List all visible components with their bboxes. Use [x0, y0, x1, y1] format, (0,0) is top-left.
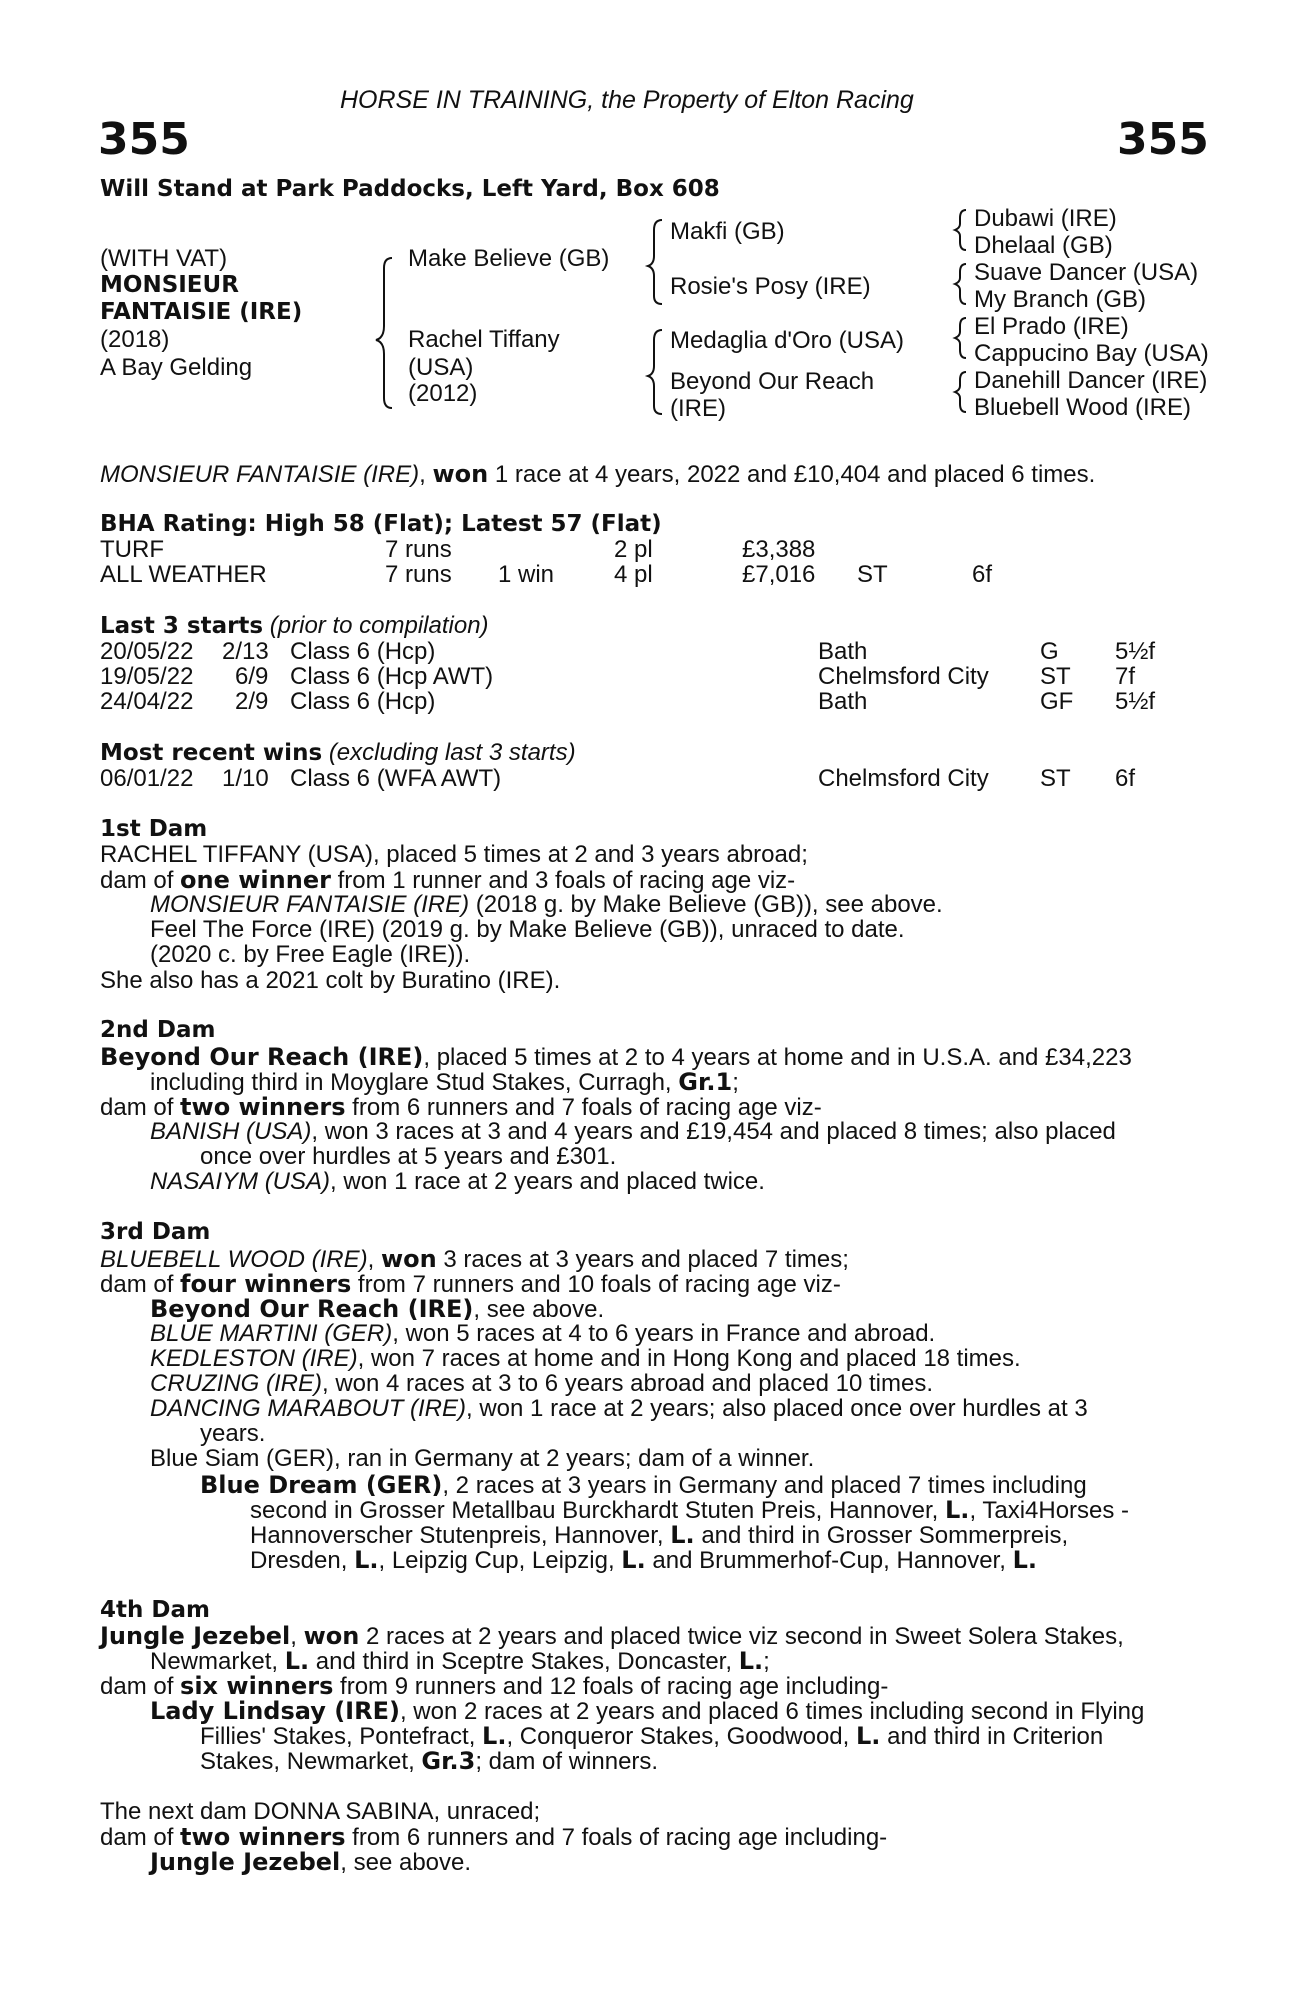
rating-wins: 1 win — [498, 561, 555, 588]
text-italic: DANCING MARABOUT (IRE) — [150, 1395, 467, 1422]
text-bold: Gr.3 — [421, 1747, 476, 1775]
text: and Brummerhof-Cup, Hannover, — [645, 1547, 1013, 1574]
text-bold: L. — [354, 1546, 379, 1574]
dam2-line — [150, 1070, 739, 1095]
text: , — [290, 1623, 304, 1650]
text: Newmarket, — [150, 1648, 285, 1675]
text-italic: MONSIEUR FANTAISIE (IRE) — [150, 891, 470, 918]
rating-money: £7,016 — [742, 561, 816, 588]
dam-name-line2: (USA) — [408, 354, 474, 381]
start-course: Bath — [818, 638, 868, 665]
grandparent-5: El Prado (IRE) — [974, 313, 1129, 340]
dam3-line — [200, 1473, 1087, 1498]
dam1-line — [100, 868, 795, 893]
text-bold: L. — [1012, 1546, 1037, 1574]
rating-runs: 7 runs — [385, 561, 452, 588]
text: , — [367, 1246, 381, 1273]
start-race: Class 6 (Hcp AWT) — [290, 663, 494, 690]
start-pos: 6/9 — [235, 663, 269, 690]
text-bold: Jungle Jezebel — [150, 1848, 341, 1876]
dam3-line — [250, 1523, 1068, 1548]
text-bold: won — [303, 1622, 360, 1650]
dam1-line: RACHEL TIFFANY (USA), placed 5 times at 2 and 3 years abroad; — [100, 841, 808, 868]
start-date: 20/05/22 — [100, 638, 194, 665]
text: second in Grosser Metallbau Burckhardt Stuten Preis, Hannover, — [250, 1497, 946, 1524]
dam4-line — [200, 1749, 658, 1774]
nextdam-line: The next dam DONNA SABINA, unraced; — [100, 1798, 541, 1825]
start-going: GF — [1040, 688, 1074, 715]
last3-title: Last 3 starts — [100, 613, 264, 639]
text: 2 races at 2 years and placed twice viz second in Sweet Solera Stakes, — [359, 1623, 1124, 1650]
rating-dist: 6f — [972, 561, 993, 588]
start-course: Bath — [818, 688, 868, 715]
text: , won 1 race at 2 years; also placed once over hurdles at 3 — [466, 1395, 1088, 1422]
start-pos: 2/9 — [235, 688, 269, 715]
stand-location: Will Stand at Park Paddocks, Left Yard, Box 608 — [100, 176, 720, 202]
text-bold: won — [380, 1245, 437, 1273]
text-italic: BANISH (USA) — [150, 1118, 312, 1145]
win-course: Chelmsford City — [818, 765, 989, 792]
dam3-line — [150, 1397, 1088, 1421]
dam4-heading: 4th Dam — [100, 1597, 210, 1623]
grandparent-8: Bluebell Wood (IRE) — [974, 394, 1191, 421]
horse-description: A Bay Gelding — [100, 354, 253, 381]
text: Hannoverscher Stutenpreis, Hannover, — [250, 1522, 671, 1549]
grandparent-4: My Branch (GB) — [974, 286, 1147, 313]
rating-money: £3,388 — [742, 536, 816, 563]
win-race: Class 6 (WFA AWT) — [290, 765, 502, 792]
text: Fillies' Stakes, Pontefract, — [200, 1723, 483, 1750]
dam4-line — [100, 1674, 888, 1699]
text-bold: L. — [945, 1496, 970, 1524]
text: and third in Criterion — [880, 1723, 1104, 1750]
dam2-line — [100, 1045, 1132, 1070]
text-italic: CRUZING (IRE) — [150, 1370, 322, 1397]
rating-going: ST — [857, 561, 888, 588]
text: ; — [732, 1069, 739, 1096]
summary-sep: , — [419, 461, 433, 488]
win-dist: 6f — [1115, 765, 1136, 792]
text-bold: six winners — [180, 1672, 334, 1700]
sire-dam: Rosie's Posy (IRE) — [670, 273, 871, 300]
dam3-line — [150, 1347, 1021, 1371]
recent-heading — [100, 741, 576, 765]
lot-number-right: 355 — [1117, 114, 1209, 165]
sire-name: Make Believe (GB) — [408, 245, 610, 272]
text: dam of — [100, 867, 181, 894]
text: ; — [763, 1648, 770, 1675]
last3-heading — [100, 614, 489, 638]
text: 3 races at 3 years and placed 7 times; — [436, 1246, 849, 1273]
start-dist: 7f — [1115, 663, 1136, 690]
nextdam-line — [150, 1850, 471, 1875]
dam1-line: She also has a 2021 colt by Buratino (IRE). — [100, 967, 561, 994]
text-bold: L. — [670, 1521, 695, 1549]
text-bold: one winner — [180, 866, 331, 894]
text-italic: NASAIYM (USA) — [150, 1168, 331, 1195]
dam2-line: once over hurdles at 5 years and £301. — [200, 1143, 617, 1170]
text: , won 7 races at home and in Hong Kong and placed 18 times. — [357, 1345, 1021, 1372]
text: dam of — [100, 1271, 181, 1298]
text: , Taxi4Horses - — [969, 1497, 1130, 1524]
text: , Conqueror Stakes, Goodwood, — [506, 1723, 856, 1750]
start-course: Chelmsford City — [818, 663, 989, 690]
text: including third in Moyglare Stud Stakes, Curragh, — [150, 1069, 679, 1096]
summary-won: won — [432, 460, 489, 488]
dam4-line — [200, 1724, 1103, 1749]
text-bold: L. — [482, 1722, 507, 1750]
text: and third in Grosser Sommerpreis, — [694, 1522, 1069, 1549]
dam1-line: Feel The Force (IRE) (2019 g. by Make Believe (GB)), unraced to date. — [150, 916, 905, 943]
text-italic: KEDLESTON (IRE) — [150, 1345, 358, 1372]
text: , placed 5 times at 2 to 4 years at home and in U.S.A. and £34,223 — [423, 1044, 1132, 1071]
start-race: Class 6 (Hcp) — [290, 688, 436, 715]
text: , Leipzig Cup, Leipzig, — [378, 1547, 622, 1574]
text: , 2 races at 3 years in Germany and placed 7 times including — [442, 1472, 1087, 1499]
sire-sire: Makfi (GB) — [670, 218, 785, 245]
text: , won 2 races at 2 years and placed 6 times including second in Flying — [399, 1698, 1145, 1725]
text-bold: Gr.1 — [678, 1068, 733, 1096]
dam4-line — [150, 1699, 1144, 1724]
text-bold: L. — [284, 1647, 310, 1675]
start-going: ST — [1040, 663, 1071, 690]
dam3-line — [250, 1498, 1129, 1523]
dam2-line — [150, 1170, 765, 1194]
dam4-line — [150, 1649, 770, 1674]
dam4-line — [100, 1624, 1124, 1649]
text: (2018 g. by Make Believe (GB)), see above. — [469, 891, 943, 918]
dam1-line — [150, 893, 943, 917]
dam1-heading: 1st Dam — [100, 816, 208, 842]
grandparent-2: Dhelaal (GB) — [974, 232, 1113, 259]
page-title: HORSE IN TRAINING, the Property of Elton Racing — [340, 86, 914, 114]
dam-dam-line2: (IRE) — [670, 395, 726, 422]
dam2-line — [100, 1095, 822, 1120]
grandparent-3: Suave Dancer (USA) — [974, 259, 1199, 286]
start-race: Class 6 (Hcp) — [290, 638, 436, 665]
text: , won 4 races at 3 to 6 years abroad and placed 10 times. — [321, 1370, 934, 1397]
text: , won 3 races at 3 and 4 years and £19,454 and placed 8 times; also placed — [311, 1118, 1116, 1145]
dam1-line: (2020 c. by Free Eagle (IRE)). — [150, 941, 471, 968]
dam-name-line3: (2012) — [408, 380, 478, 407]
grandparent-1: Dubawi (IRE) — [974, 205, 1117, 232]
dam3-line — [100, 1272, 841, 1297]
dam3-line — [100, 1247, 849, 1272]
start-dist: 5½f — [1115, 688, 1156, 715]
rating-surface: ALL WEATHER — [100, 561, 267, 588]
text: from 9 runners and 12 foals of racing age including- — [333, 1673, 889, 1700]
text: dam of — [100, 1094, 181, 1121]
horse-name-line1: MONSIEUR — [100, 272, 239, 298]
text: Stakes, Newmarket, — [200, 1748, 422, 1775]
start-pos: 2/13 — [222, 638, 269, 665]
foaling-year: (2018) — [100, 326, 170, 353]
text-bold: two winners — [180, 1093, 346, 1121]
rating-runs: 7 runs — [385, 536, 452, 563]
dam3-line — [150, 1297, 604, 1322]
text: , see above. — [473, 1296, 605, 1323]
text: ; dam of winners. — [475, 1748, 659, 1775]
text-bold: Beyond Our Reach (IRE) — [100, 1043, 424, 1071]
recent-title: Most recent wins — [100, 740, 323, 766]
horse-name-line2: FANTAISIE (IRE) — [100, 299, 303, 325]
text-bold: four winners — [180, 1270, 352, 1298]
start-date: 24/04/22 — [100, 688, 194, 715]
text: Dresden, — [250, 1547, 355, 1574]
text: from 6 runners and 7 foals of racing age viz- — [345, 1094, 822, 1121]
summary-horse-name: MONSIEUR FANTAISIE (IRE) — [100, 461, 420, 488]
text-bold: Jungle Jezebel — [100, 1622, 291, 1650]
start-going: G — [1040, 638, 1059, 665]
vat-note: (WITH VAT) — [100, 245, 228, 272]
rating-pl: 2 pl — [614, 536, 653, 563]
recent-note: (excluding last 3 starts) — [328, 739, 576, 766]
rating-pl: 4 pl — [614, 561, 653, 588]
summary-rest: 1 race at 4 years, 2022 and £10,404 and placed 6 times. — [488, 461, 1096, 488]
dam-sire: Medaglia d'Oro (USA) — [670, 327, 904, 354]
dam-name-line1: Rachel Tiffany — [408, 326, 560, 353]
text: from 7 runners and 10 foals of racing age viz- — [351, 1271, 841, 1298]
text-italic: BLUEBELL WOOD (IRE) — [100, 1246, 368, 1273]
win-going: ST — [1040, 765, 1071, 792]
nextdam-line — [100, 1825, 887, 1850]
win-date: 06/01/22 — [100, 765, 194, 792]
text: , won 1 race at 2 years and placed twice. — [330, 1168, 765, 1195]
dam-dam-line1: Beyond Our Reach — [670, 368, 875, 395]
text: from 1 runner and 3 foals of racing age viz- — [330, 867, 796, 894]
text: from 6 runners and 7 foals of racing age including- — [345, 1824, 888, 1851]
bha-rating-heading: BHA Rating: High 58 (Flat); Latest 57 (Flat) — [100, 511, 662, 537]
text-italic: BLUE MARTINI (GER) — [150, 1320, 393, 1347]
text: , see above. — [340, 1849, 472, 1876]
dam3-line: Blue Siam (GER), ran in Germany at 2 years; dam of a winner. — [150, 1445, 815, 1472]
dam3-line — [250, 1548, 1037, 1573]
start-date: 19/05/22 — [100, 663, 194, 690]
text-bold: L. — [856, 1722, 881, 1750]
dam3-line — [150, 1372, 933, 1396]
dam3-heading: 3rd Dam — [100, 1219, 211, 1245]
dam2-heading: 2nd Dam — [100, 1017, 216, 1043]
race-summary — [100, 462, 1095, 487]
text: , won 5 races at 4 to 6 years in France and abroad. — [392, 1320, 936, 1347]
text-bold: L. — [621, 1546, 646, 1574]
rating-surface: TURF — [100, 536, 164, 563]
text: dam of — [100, 1824, 181, 1851]
text-bold: L. — [738, 1647, 764, 1675]
text-bold: two winners — [180, 1823, 346, 1851]
grandparent-6: Cappucino Bay (USA) — [974, 340, 1209, 367]
start-dist: 5½f — [1115, 638, 1156, 665]
dam3-line: years. — [200, 1420, 266, 1447]
dam3-line — [150, 1322, 935, 1346]
last3-note: (prior to compilation) — [269, 612, 489, 639]
text-bold: Beyond Our Reach (IRE) — [150, 1295, 474, 1323]
text-bold: Lady Lindsay (IRE) — [150, 1697, 400, 1725]
lot-number-left: 355 — [98, 114, 190, 165]
win-pos: 1/10 — [222, 765, 269, 792]
text-bold: Blue Dream (GER) — [200, 1471, 443, 1499]
dam2-line — [150, 1120, 1116, 1144]
text: dam of — [100, 1673, 181, 1700]
text: and third in Sceptre Stakes, Doncaster, — [309, 1648, 739, 1675]
grandparent-7: Danehill Dancer (IRE) — [974, 367, 1208, 394]
